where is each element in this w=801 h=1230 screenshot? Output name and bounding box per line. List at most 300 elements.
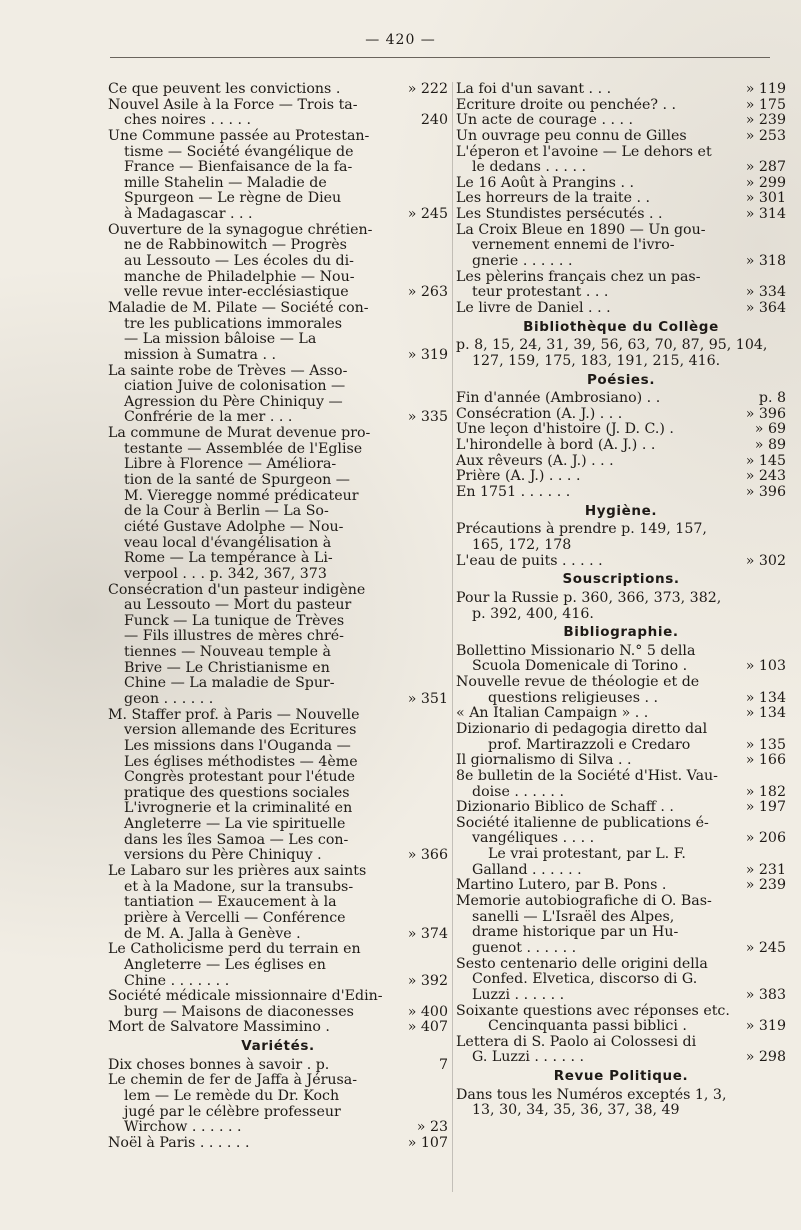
entry-text: Maladie de M. Pilate — Société con- bbox=[108, 299, 369, 316]
page-reference: » 135 bbox=[745, 736, 786, 753]
index-entry-line bbox=[108, 848, 448, 864]
entry-text: Memorie autobiografiche di O. Bas- bbox=[456, 893, 712, 910]
entry-text: Une leçon d'histoire (J. D. C.) . bbox=[456, 421, 674, 438]
index-entry-line bbox=[108, 457, 448, 473]
index-entry-line bbox=[108, 1058, 448, 1074]
entry-text: Dix choses bonnes à savoir . p. bbox=[108, 1056, 330, 1073]
index-entry-line bbox=[456, 129, 786, 145]
entry-text: velle revue inter-ecclésiastique bbox=[124, 284, 349, 301]
index-entry-line bbox=[108, 1005, 448, 1021]
page-reference: » 335 bbox=[407, 409, 448, 426]
page-reference: » 89 bbox=[754, 437, 786, 454]
index-entry-line bbox=[108, 364, 448, 380]
index-entry-line bbox=[456, 591, 786, 607]
entry-text: doise . . . . . . bbox=[472, 783, 564, 800]
index-entry-line bbox=[108, 551, 448, 567]
entry-text: prof. Martirazzoli e Credaro bbox=[488, 736, 691, 753]
entry-text: Aux rêveurs (A. J.) . . . bbox=[456, 452, 614, 469]
index-entry-line bbox=[108, 895, 448, 911]
index-entry-line bbox=[456, 285, 786, 301]
left-column bbox=[108, 82, 448, 1152]
index-entry-line bbox=[108, 270, 448, 286]
index-entry-line bbox=[108, 708, 448, 724]
index-entry-line bbox=[108, 1073, 448, 1089]
page-reference: » 301 bbox=[745, 190, 786, 207]
entry-text: Pour la Russie p. 360, 366, 373, 382, bbox=[456, 589, 722, 606]
entry-text: Galland . . . . . . bbox=[472, 861, 582, 878]
entry-text: tantiation — Exaucement à la bbox=[124, 894, 337, 911]
index-entry-line bbox=[108, 332, 448, 348]
index-entry-line bbox=[456, 238, 786, 254]
entry-text: vernement ennemi de l'ivro- bbox=[472, 237, 675, 254]
index-entry-line bbox=[108, 1136, 448, 1152]
page-reference: » 396 bbox=[745, 484, 786, 501]
index-entry-line bbox=[108, 489, 448, 505]
index-entry-line bbox=[108, 786, 448, 802]
entry-text: Noël à Paris . . . . . . bbox=[108, 1134, 250, 1151]
index-entry-line bbox=[108, 1089, 448, 1105]
entry-text: Précautions à prendre p. 149, 157, bbox=[456, 521, 707, 538]
entry-text: Confed. Elvetica, discorso di G. bbox=[472, 971, 698, 988]
index-entry-line bbox=[108, 285, 448, 301]
index-entry-line bbox=[456, 176, 786, 192]
page-reference: » 263 bbox=[407, 284, 448, 301]
index-entry-line bbox=[108, 410, 448, 426]
entry-text: Martino Lutero, par B. Pons . bbox=[456, 877, 667, 894]
right-column bbox=[456, 82, 786, 1119]
entry-text: tre les publications immorales bbox=[124, 315, 343, 332]
page-reference: » 166 bbox=[745, 752, 786, 769]
entry-text: dans les îles Samoa — Les con- bbox=[124, 831, 349, 848]
entry-text: La sainte robe de Trèves — Asso- bbox=[108, 362, 348, 379]
entry-text: M. Staffer prof. à Paris — Nouvelle bbox=[108, 706, 360, 723]
page-reference: » 222 bbox=[407, 81, 448, 97]
entry-text: Le vrai protestant, par L. F. bbox=[488, 846, 686, 863]
index-entry-line bbox=[108, 880, 448, 896]
entry-text: Bollettino Missionario N.° 5 della bbox=[456, 642, 696, 659]
entry-text: Le Catholicisme perd du terrain en bbox=[108, 941, 361, 958]
index-entry-line bbox=[456, 191, 786, 207]
entry-text: Dizionario Biblico de Schaff . . bbox=[456, 799, 674, 816]
page-reference: » 302 bbox=[745, 552, 786, 569]
entry-text: L'ivrognerie et la criminalité en bbox=[124, 800, 353, 817]
entry-text: G. Luzzi . . . . . . bbox=[472, 1049, 585, 1066]
index-entry-line bbox=[108, 1105, 448, 1121]
entry-text: Congrès protestant pour l'étude bbox=[124, 769, 356, 786]
entry-text: M. Vieregge nommé prédicateur bbox=[124, 487, 359, 504]
index-entry-line bbox=[456, 98, 786, 114]
index-entry-line bbox=[108, 974, 448, 990]
index-entry-line bbox=[456, 254, 786, 270]
index-entry-line bbox=[456, 785, 786, 801]
page-reference: » 145 bbox=[745, 452, 786, 469]
page-reference: » 245 bbox=[745, 939, 786, 956]
entry-text: Mort de Salvatore Massimino . bbox=[108, 1019, 330, 1036]
entry-text: Rome — La tempérance à Li- bbox=[124, 550, 333, 567]
entry-text: Dizionario di pedagogia diretto dal bbox=[456, 720, 708, 737]
entry-text: Les pèlerins français chez un pas- bbox=[456, 268, 701, 285]
index-entry-line bbox=[108, 348, 448, 364]
entry-text: L'eau de puits . . . . . bbox=[456, 552, 603, 569]
section-heading: Bibliographie. bbox=[563, 624, 679, 641]
index-entry-line bbox=[456, 769, 786, 785]
entry-text: Scuola Domenicale di Torino . bbox=[472, 658, 688, 675]
entry-text: verpool . . . p. 342, 367, 373 bbox=[124, 565, 327, 582]
index-entry-line bbox=[108, 723, 448, 739]
index-entry-line bbox=[456, 753, 786, 769]
index-entry-line bbox=[456, 469, 786, 485]
index-entry-line bbox=[108, 817, 448, 833]
entry-text: Brive — Le Christianisme en bbox=[124, 659, 330, 676]
entry-text: Société médicale missionnaire d'Edin- bbox=[108, 988, 383, 1005]
index-entry-line bbox=[456, 113, 786, 129]
page-reference: p. 8 bbox=[758, 390, 786, 407]
entry-text: burg — Maisons de diaconesses bbox=[124, 1003, 354, 1020]
entry-text: au Lessouto — Mort du pasteur bbox=[124, 597, 352, 614]
page-reference: » 245 bbox=[407, 206, 448, 223]
index-entry-line bbox=[108, 1120, 448, 1136]
index-entry-line bbox=[108, 598, 448, 614]
entry-text: Les missions dans l'Ouganda — bbox=[124, 737, 351, 754]
section-heading: Hygiène. bbox=[584, 502, 658, 519]
page-reference: » 69 bbox=[754, 421, 786, 438]
page-reference: » 134 bbox=[745, 689, 786, 706]
entry-text: Société italienne de publications é- bbox=[456, 814, 709, 831]
entry-text: Ce que peuvent les convictions . bbox=[108, 81, 341, 97]
page-reference: » 383 bbox=[745, 986, 786, 1003]
entry-text: Funck — La tunique de Trèves bbox=[124, 612, 345, 629]
index-entry-line bbox=[456, 644, 786, 660]
header-rule bbox=[110, 57, 770, 58]
entry-text: mille Stahelin — Maladie de bbox=[124, 174, 327, 191]
page-reference: » 175 bbox=[745, 96, 786, 113]
index-entry-line bbox=[108, 864, 448, 880]
entry-text: « An Italian Campaign » . . bbox=[456, 705, 649, 722]
page-reference: 7 bbox=[438, 1056, 448, 1073]
index-entry-line bbox=[108, 755, 448, 771]
entry-text: Fin d'année (Ambrosiano) . . bbox=[456, 390, 661, 407]
index-entry-line bbox=[456, 438, 786, 454]
page-reference: » 351 bbox=[407, 690, 448, 707]
entry-text: Un ouvrage peu connu de Gilles bbox=[456, 127, 687, 144]
index-entry-line bbox=[456, 1088, 786, 1104]
section-heading: Revue Politique. bbox=[553, 1068, 689, 1085]
index-entry-line bbox=[456, 607, 786, 623]
index-entry-line bbox=[456, 454, 786, 470]
entry-text: tion de la santé de Spurgeon — bbox=[124, 472, 350, 489]
page-reference: » 182 bbox=[745, 783, 786, 800]
entry-text: La foi d'un savant . . . bbox=[456, 81, 612, 97]
entry-text: versions du Père Chiniquy . bbox=[124, 847, 322, 864]
page-reference: » 299 bbox=[745, 174, 786, 191]
index-entry-line bbox=[456, 691, 786, 707]
entry-text: gnerie . . . . . . bbox=[472, 253, 573, 270]
entry-text: Lettera di S. Paolo ai Colossesi di bbox=[456, 1033, 697, 1050]
entry-text: de la Cour à Berlin — La So- bbox=[124, 503, 329, 520]
entry-text: version allemande des Ecritures bbox=[124, 722, 357, 739]
page-reference: » 407 bbox=[407, 1019, 448, 1036]
index-entry-line bbox=[108, 536, 448, 552]
index-entry-line bbox=[456, 485, 786, 501]
index-entry-line bbox=[108, 473, 448, 489]
index-entry-line bbox=[108, 145, 448, 161]
page-reference: » 103 bbox=[745, 658, 786, 675]
index-entry-line bbox=[108, 927, 448, 943]
entry-text: pratique des questions sociales bbox=[124, 784, 350, 801]
entry-text: Angleterre — Les églises en bbox=[124, 956, 326, 973]
entry-text: testante — Assemblée de l'Eglise bbox=[124, 440, 363, 457]
index-entry-line bbox=[108, 317, 448, 333]
index-entry-line bbox=[108, 82, 448, 98]
index-entry-line bbox=[456, 354, 786, 370]
index-entry-line bbox=[456, 223, 786, 239]
entry-text: p. 8, 15, 24, 31, 39, 56, 63, 70, 87, 95, 104, bbox=[456, 337, 768, 354]
page-reference: » 366 bbox=[407, 847, 448, 864]
page-reference: » 287 bbox=[745, 159, 786, 176]
index-entry-line bbox=[456, 1050, 786, 1066]
entry-text: manche de Philadelphie — Nou- bbox=[124, 268, 355, 285]
index-entry-line bbox=[108, 567, 448, 583]
index-entry-line bbox=[456, 878, 786, 894]
index-entry-line bbox=[456, 941, 786, 957]
entry-text: Une Commune passée au Protestan- bbox=[108, 127, 370, 144]
column-divider bbox=[452, 82, 453, 1192]
entry-text: 127, 159, 175, 183, 191, 215, 416. bbox=[472, 352, 721, 369]
index-entry-line bbox=[108, 223, 448, 239]
entry-text: mission à Sumatra . . bbox=[124, 346, 276, 363]
entry-text: Soixante questions avec réponses etc. bbox=[456, 1002, 730, 1019]
page-reference: » 374 bbox=[407, 925, 448, 942]
index-entry-line bbox=[108, 504, 448, 520]
index-entry-line bbox=[456, 82, 786, 98]
index-entry-line bbox=[456, 925, 786, 941]
index-entry-line bbox=[456, 972, 786, 988]
section-heading: Bibliothèque du Collège bbox=[523, 318, 719, 335]
index-entry-line bbox=[108, 379, 448, 395]
entry-text: de M. A. Jalla à Genève . bbox=[124, 925, 301, 942]
index-entry-line bbox=[456, 957, 786, 973]
entry-text: En 1751 . . . . . . bbox=[456, 484, 571, 501]
page-reference: » 364 bbox=[745, 299, 786, 316]
index-entry-line bbox=[456, 738, 786, 754]
entry-text: Consécration d'un pasteur indigène bbox=[108, 581, 366, 598]
index-entry-line bbox=[108, 583, 448, 599]
page-reference: » 231 bbox=[745, 861, 786, 878]
entry-text: le dedans . . . . . bbox=[472, 159, 586, 176]
entry-text: p. 392, 400, 416. bbox=[472, 605, 594, 622]
entry-text: 13, 30, 34, 35, 36, 37, 38, 49 bbox=[472, 1102, 680, 1119]
index-entry-line bbox=[108, 676, 448, 692]
entry-text: Le livre de Daniel . . . bbox=[456, 299, 611, 316]
index-entry-line bbox=[108, 1020, 448, 1036]
index-entry-line bbox=[456, 1019, 786, 1035]
entry-text: 165, 172, 178 bbox=[472, 536, 572, 553]
index-entry-line bbox=[456, 1035, 786, 1051]
index-entry-line bbox=[108, 989, 448, 1005]
index-entry-line bbox=[108, 160, 448, 176]
page-reference: » 392 bbox=[407, 972, 448, 989]
entry-text: tisme — Société évangélique de bbox=[124, 143, 354, 160]
entry-text: vangéliques . . . . bbox=[472, 830, 595, 847]
index-entry-line bbox=[456, 207, 786, 223]
index-entry-line bbox=[456, 554, 786, 570]
entry-text: prière à Vercelli — Conférence bbox=[124, 909, 346, 926]
entry-text: Spurgeon — Le règne de Dieu bbox=[124, 190, 342, 207]
section-heading: Variétés. bbox=[241, 1038, 315, 1055]
entry-text: Les Stundistes persécutés . . bbox=[456, 206, 663, 223]
entry-text: Chine . . . . . . . bbox=[124, 972, 230, 989]
index-entry-line bbox=[108, 942, 448, 958]
index-entry-line bbox=[108, 958, 448, 974]
entry-text: geon . . . . . . bbox=[124, 690, 214, 707]
entry-text: Luzzi . . . . . . bbox=[472, 986, 565, 1003]
entry-text: Sesto centenario delle origini della bbox=[456, 955, 708, 972]
index-entry-line bbox=[108, 801, 448, 817]
page-reference: » 243 bbox=[745, 468, 786, 485]
entry-text: L'hirondelle à bord (A. J.) . . bbox=[456, 437, 656, 454]
entry-text: à Madagascar . . . bbox=[124, 206, 253, 223]
index-entry-line bbox=[108, 254, 448, 270]
page-reference: » 318 bbox=[745, 253, 786, 270]
index-entry-line bbox=[108, 520, 448, 536]
entry-text: Consécration (A. J.) . . . bbox=[456, 405, 623, 422]
page-reference: » 206 bbox=[745, 830, 786, 847]
entry-text: Agression du Père Chiniquy — bbox=[124, 393, 343, 410]
index-entry-line bbox=[108, 301, 448, 317]
entry-text: — La mission bâloise — La bbox=[124, 331, 317, 348]
entry-text: jugé par le célèbre professeur bbox=[124, 1103, 341, 1120]
index-entry-line bbox=[108, 739, 448, 755]
index-entry-line bbox=[456, 407, 786, 423]
index-entry-line bbox=[456, 145, 786, 161]
entry-text: Le Labaro sur les prières aux saints bbox=[108, 863, 367, 880]
index-entry-line bbox=[108, 911, 448, 927]
page-reference: » 197 bbox=[745, 799, 786, 816]
index-entry-line bbox=[456, 988, 786, 1004]
entry-text: guenot . . . . . . bbox=[472, 939, 577, 956]
index-entry-line bbox=[456, 301, 786, 317]
page-reference: » 239 bbox=[745, 877, 786, 894]
section-heading: Poésies. bbox=[586, 371, 656, 388]
index-entry-line bbox=[456, 160, 786, 176]
page-reference: » 298 bbox=[745, 1049, 786, 1066]
index-entry-line bbox=[456, 675, 786, 691]
page-reference: » 134 bbox=[745, 705, 786, 722]
page-reference: » 319 bbox=[745, 1018, 786, 1035]
index-entry-line bbox=[108, 113, 448, 129]
index-entry-line bbox=[456, 863, 786, 879]
entry-text: Le 16 Août à Prangins . . bbox=[456, 174, 634, 191]
entry-text: teur protestant . . . bbox=[472, 284, 609, 301]
entry-text: Dans tous les Numéros exceptés 1, 3, bbox=[456, 1086, 727, 1103]
entry-text: et à la Madone, sur la transubs- bbox=[124, 878, 354, 895]
index-entry-line bbox=[456, 1103, 786, 1119]
page-reference: » 119 bbox=[745, 81, 786, 97]
index-entry-line bbox=[456, 816, 786, 832]
entry-text: ciété Gustave Adolphe — Nou- bbox=[124, 518, 344, 535]
entry-text: Nouvelle revue de théologie et de bbox=[456, 674, 700, 691]
entry-text: La commune de Murat devenue pro- bbox=[108, 425, 371, 442]
entry-text: Il giornalismo di Silva . . bbox=[456, 752, 632, 769]
index-entry-line bbox=[108, 238, 448, 254]
index-entry-line bbox=[108, 176, 448, 192]
entry-text: L'éperon et l'avoine — Le dehors et bbox=[456, 143, 712, 160]
index-entry-line bbox=[456, 706, 786, 722]
index-entry-line bbox=[108, 692, 448, 708]
section-heading: Souscriptions. bbox=[562, 571, 680, 588]
page-reference: » 334 bbox=[745, 284, 786, 301]
entry-text: drame historique par un Hu- bbox=[472, 924, 679, 941]
index-entry-line bbox=[108, 770, 448, 786]
index-entry-line bbox=[456, 338, 786, 354]
page-number: — 420 — bbox=[365, 32, 436, 48]
entry-text: France — Bienfaisance de la fa- bbox=[124, 159, 353, 176]
index-entry-line bbox=[456, 522, 786, 538]
index-entry-line bbox=[108, 661, 448, 677]
entry-text: tiennes — Nouveau temple à bbox=[124, 644, 331, 661]
page-reference: » 107 bbox=[407, 1134, 448, 1151]
index-entry-line bbox=[108, 191, 448, 207]
index-entry-line bbox=[456, 422, 786, 438]
index-entry-line bbox=[456, 1004, 786, 1020]
index-entry-line bbox=[456, 659, 786, 675]
entry-text: — Fils illustres de mères chré- bbox=[124, 628, 344, 645]
entry-text: Un acte de courage . . . . bbox=[456, 112, 634, 129]
entry-text: Prière (A. J.) . . . . bbox=[456, 468, 581, 485]
entry-text: Les horreurs de la traite . . bbox=[456, 190, 651, 207]
entry-text: Nouvel Asile à la Force — Trois ta- bbox=[108, 96, 358, 113]
entry-text: Wirchow . . . . . . bbox=[124, 1119, 242, 1136]
index-entry-line bbox=[108, 645, 448, 661]
entry-text: ches noires . . . . . bbox=[124, 112, 252, 129]
page-reference: » 239 bbox=[745, 112, 786, 129]
entry-text: Le chemin de fer de Jaffa à Jérusa- bbox=[108, 1072, 358, 1089]
page-reference: » 253 bbox=[745, 127, 786, 144]
entry-text: Les églises méthodistes — 4ème bbox=[124, 753, 358, 770]
page-reference: » 314 bbox=[745, 206, 786, 223]
entry-text: ciation Juive de colonisation — bbox=[124, 378, 346, 395]
index-entry-line bbox=[456, 894, 786, 910]
page-reference: » 319 bbox=[407, 346, 448, 363]
index-entry-line bbox=[108, 129, 448, 145]
page-reference: » 400 bbox=[407, 1003, 448, 1020]
page-reference: » 396 bbox=[745, 405, 786, 422]
entry-text: Chine — La maladie de Spur- bbox=[124, 675, 335, 692]
page-reference: » 23 bbox=[416, 1119, 448, 1136]
entry-text: Ecriture droite ou penchée? . . bbox=[456, 96, 677, 113]
index-entry-line bbox=[108, 426, 448, 442]
entry-text: veau local d'évangélisation à bbox=[124, 534, 332, 551]
index-entry-line bbox=[456, 847, 786, 863]
entry-text: sanelli — L'Israël des Alpes, bbox=[472, 908, 675, 925]
index-entry-line bbox=[108, 833, 448, 849]
index-entry-line bbox=[108, 629, 448, 645]
index-entry-line bbox=[456, 831, 786, 847]
index-entry-line bbox=[456, 391, 786, 407]
index-entry-line bbox=[108, 207, 448, 223]
entry-text: 8e bulletin de la Société d'Hist. Vau- bbox=[456, 767, 718, 784]
entry-text: La Croix Bleue en 1890 — Un gou- bbox=[456, 221, 706, 238]
entry-text: au Lessouto — Les écoles du di- bbox=[124, 253, 354, 270]
index-entry-line bbox=[108, 395, 448, 411]
entry-text: ne de Rabbinowitch — Progrès bbox=[124, 237, 347, 254]
entry-text: Confrérie de la mer . . . bbox=[124, 409, 293, 426]
index-entry-line bbox=[108, 614, 448, 630]
entry-text: lem — Le remède du Dr. Koch bbox=[124, 1088, 340, 1104]
index-entry-line bbox=[108, 98, 448, 114]
page-reference: 240 bbox=[420, 112, 448, 129]
index-entry-line bbox=[456, 800, 786, 816]
